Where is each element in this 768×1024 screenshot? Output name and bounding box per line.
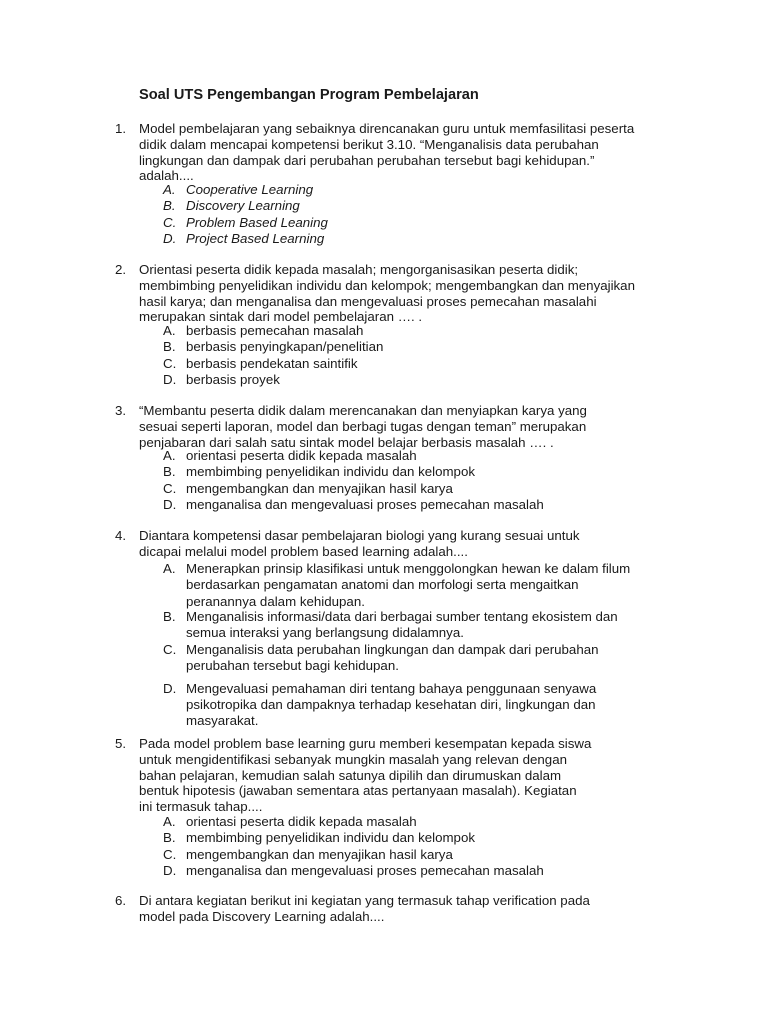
option-text: Mengevaluasi pemahaman diri tentang bahaya penggunaan senyawa psikotropika dan dampaknya terhadap kesehatan diri, lingkungan dan masyarakat. [186, 680, 597, 729]
document-title: Soal UTS Pengembangan Program Pembelajaran [139, 87, 479, 103]
option-letter: B. [163, 198, 176, 214]
question-number: 4. [115, 528, 127, 543]
option-letter: B. [163, 609, 176, 624]
option-b [0, 339, 768, 355]
question-number: 1. [115, 121, 127, 136]
option-text: Menganalisis informasi/data dari berbagai sumber tentang ekosistem dan semua interaksi yang berlangsung didalamnya. [186, 609, 618, 641]
option-text: berbasis penyingkapan/penelitian [186, 339, 384, 355]
option-d [0, 863, 768, 879]
option-b [0, 198, 768, 214]
option-text: berbasis pemecahan masalah [186, 323, 364, 338]
option-text: menganalisa dan mengevaluasi proses pemecahan masalah [186, 497, 544, 513]
option-letter: C. [163, 641, 177, 657]
option-list [0, 561, 768, 729]
question-text: Model pembelajaran yang sebaiknya direncanakan guru untuk memfasilitasi peserta didik dalam mencapai kompetensi berikut 3.10. “Menganalisis data perubahan lingkungan dan dampak dari perubahan perubahan tersebut bagi kehidupan.” adalah.... [139, 121, 635, 184]
option-a [0, 448, 768, 464]
option-text: membimbing penyelidikan individu dan kelompok [186, 830, 475, 846]
option-text: Problem Based Leaning [186, 214, 328, 230]
option-text: orientasi peserta didik kepada masalah [186, 814, 417, 829]
option-text: Project Based Learning [186, 231, 325, 247]
option-a [0, 323, 768, 339]
option-text: berbasis pendekatan saintifik [186, 355, 358, 371]
option-letter: C. [163, 214, 177, 230]
option-letter: D. [163, 497, 177, 513]
option-c [0, 215, 768, 231]
option-letter: A. [163, 814, 176, 829]
option-d [0, 497, 768, 513]
option-list [0, 448, 768, 514]
option-c [0, 847, 768, 863]
option-text: orientasi peserta didik kepada masalah [186, 448, 417, 463]
option-letter: A. [163, 323, 176, 338]
option-list [0, 814, 768, 880]
option-letter: B. [163, 464, 176, 480]
option-text: berbasis proyek [186, 372, 280, 388]
option-c [0, 642, 768, 681]
question-text: Pada model problem base learning guru memberi kesempatan kepada siswa untuk mengidentifikasi sebanyak mungkin masalah yang relevan dengan bahan pelajaran, kemudian salah satunya dipilih dan dirumuskan dalam bentuk hipotesis (jawaban sementara atas pertanyaan masalah). Kegiatan ini termasuk tahap.... [139, 736, 592, 815]
option-d [0, 372, 768, 388]
question-text: Di antara kegiatan berikut ini kegiatan yang termasuk tahap verification pada model pada Discovery Learning adalah.... [139, 893, 590, 924]
option-letter: D. [163, 680, 177, 696]
option-letter: B. [163, 830, 176, 846]
question-text: Diantara kompetensi dasar pembelajaran biologi yang kurang sesuai untuk dicapai melalui model problem based learning adalah.... [139, 528, 580, 559]
option-c [0, 356, 768, 372]
option-text: menganalisa dan mengevaluasi proses pemecahan masalah [186, 863, 544, 879]
question-text: “Membantu peserta didik dalam merencanakan dan menyiapkan karya yang sesuai seperti laporan, model dan berbagi tugas dengan teman” merupakan penjabaran dari salah satu sintak model belajar berbasis masalah …. . [139, 403, 587, 450]
question-text: Orientasi peserta didik kepada masalah; mengorganisasikan peserta didik; membimbing penyelidikan individu dan kelompok; mengembangkan dan menyajikan hasil karya; dan menganalisa dan mengevaluasi proses pemecahan masalahi merupakan sintak dari model pembelajaran …. . [139, 262, 635, 325]
option-text: membimbing penyelidikan individu dan kelompok [186, 464, 475, 480]
option-b [0, 609, 768, 642]
question-number: 3. [115, 403, 127, 418]
option-letter: C. [163, 480, 177, 496]
option-a [0, 182, 768, 198]
option-letter: D. [163, 231, 177, 247]
question-number: 6. [115, 893, 127, 908]
option-letter: B. [163, 339, 176, 355]
option-c [0, 481, 768, 497]
option-letter: C. [163, 355, 177, 371]
option-letter: A. [163, 448, 176, 463]
option-letter: A. [163, 561, 176, 576]
option-text: mengembangkan dan menyajikan hasil karya [186, 846, 453, 862]
option-b [0, 464, 768, 480]
option-letter: A. [163, 182, 176, 197]
option-b [0, 830, 768, 846]
option-text: mengembangkan dan menyajikan hasil karya [186, 480, 453, 496]
option-d [0, 231, 768, 247]
option-text: Menganalisis data perubahan lingkungan dan dampak dari perubahan perubahan tersebut bagi kehidupan. [186, 641, 599, 673]
option-text: Cooperative Learning [186, 182, 314, 197]
option-a [0, 561, 768, 609]
option-letter: C. [163, 846, 177, 862]
question-number: 2. [115, 262, 127, 277]
question-number: 5. [115, 736, 127, 751]
option-a [0, 814, 768, 830]
option-list [0, 323, 768, 389]
option-letter: D. [163, 372, 177, 388]
option-list [0, 182, 768, 248]
option-text: Discovery Learning [186, 198, 300, 214]
option-text: Menerapkan prinsip klasifikasi untuk menggolongkan hewan ke dalam filum berdasarkan pengamatan anatomi dan morfologi serta mengaitkan peranannya dalam kehidupan. [186, 561, 631, 609]
option-letter: D. [163, 863, 177, 879]
